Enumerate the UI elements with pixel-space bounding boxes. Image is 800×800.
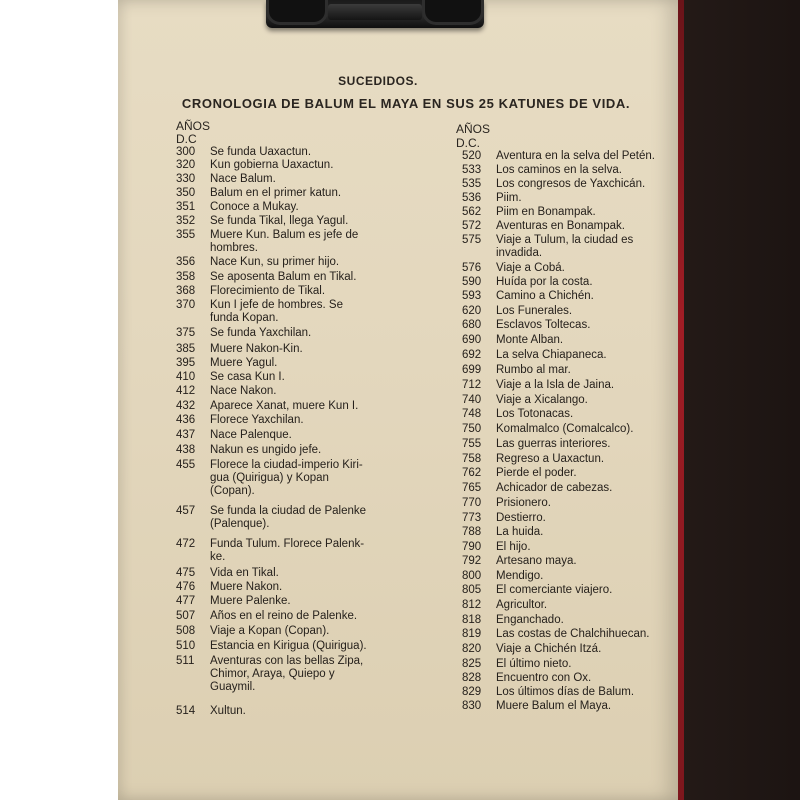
year-value: 805 xyxy=(462,584,482,596)
year-value: 356 xyxy=(176,256,196,268)
chronology-row xyxy=(462,305,572,318)
year-value: 819 xyxy=(462,628,482,640)
chronology-row xyxy=(176,385,276,398)
event-text: Monte Alban. xyxy=(496,334,564,346)
year-value: 455 xyxy=(176,459,196,471)
year-value: 355 xyxy=(176,229,196,241)
event-text: Enganchado. xyxy=(496,614,564,626)
chronology-row xyxy=(462,700,611,713)
event-text: La selva Chiapaneca. xyxy=(496,349,607,361)
event-text: Aventuras en Bonampak. xyxy=(496,220,625,232)
chronology-row xyxy=(462,570,543,583)
year-value: 508 xyxy=(176,625,196,637)
year-value: 620 xyxy=(462,305,482,317)
chronology-row xyxy=(462,379,614,392)
event-text: Florecimiento de Tikal. xyxy=(210,285,326,297)
chronology-row xyxy=(176,343,303,356)
chronology-row xyxy=(462,614,564,627)
event-text: Komalmalco (Comalcalco). xyxy=(496,423,634,435)
event-text: Se funda Tikal, llega Yagul. xyxy=(210,215,349,227)
event-text: Se funda la ciudad de Palenke (Palenque). xyxy=(210,505,367,530)
event-text: Muere Kun. Balum es jefe de hombres. xyxy=(210,229,359,254)
year-value: 330 xyxy=(176,173,196,185)
event-text: Viaje a Cobá. xyxy=(496,262,565,274)
event-text: El hijo. xyxy=(496,541,531,553)
year-value: 370 xyxy=(176,299,196,311)
event-text: Las guerras interiores. xyxy=(496,438,611,450)
year-value: 765 xyxy=(462,482,482,494)
event-text: Conoce a Mukay. xyxy=(210,201,299,213)
chronology-row xyxy=(462,164,622,177)
event-text: Los Funerales. xyxy=(496,305,573,317)
event-text: Aventuras con las bellas Zipa, Chimor, Araya, Quiepo y Guaymil. xyxy=(210,655,364,693)
clip-bar xyxy=(328,4,422,20)
event-text: Muere Nakon-Kin. xyxy=(210,343,303,355)
chronology-row xyxy=(462,150,655,163)
chronology-row xyxy=(176,146,311,159)
event-text: Viaje a Kopan (Copan). xyxy=(210,625,330,637)
chronology-row xyxy=(462,349,607,362)
year-value: 511 xyxy=(176,655,195,667)
background-left xyxy=(0,0,118,800)
event-text: Muere Balum el Maya. xyxy=(496,700,612,712)
year-value: 350 xyxy=(176,187,196,199)
event-text: Huída por la costa. xyxy=(496,276,593,288)
year-value: 412 xyxy=(176,385,196,397)
event-text: Esclavos Toltecas. xyxy=(496,319,591,331)
chronology-row xyxy=(462,672,591,685)
event-text: Los congresos de Yaxchicán. xyxy=(496,178,646,190)
chronology-row xyxy=(176,567,279,580)
event-text: Muere Nakon. xyxy=(210,581,283,593)
year-value: 762 xyxy=(462,467,482,479)
event-text: Se funda Yaxchilan. xyxy=(210,327,312,339)
chronology-row xyxy=(176,271,356,284)
event-text: Prisionero. xyxy=(496,497,551,509)
event-text: Viaje a Xicalango. xyxy=(496,394,588,406)
chronology-row xyxy=(176,201,299,214)
chronology-row xyxy=(176,505,366,531)
chronology-row xyxy=(462,555,577,568)
year-value: 750 xyxy=(462,423,482,435)
chronology-row xyxy=(462,526,543,539)
chronology-row xyxy=(176,327,311,340)
year-value: 395 xyxy=(176,357,196,369)
year-value: 740 xyxy=(462,394,482,406)
event-text: Se aposenta Balum en Tikal. xyxy=(210,271,357,283)
event-text: Los caminos en la selva. xyxy=(496,164,622,176)
year-value: 690 xyxy=(462,334,482,346)
year-value: 514 xyxy=(176,705,196,717)
event-text: Kun I jefe de hombres. Se funda Kopan. xyxy=(210,299,343,324)
event-text: Piim en Bonampak. xyxy=(496,206,596,218)
event-text: Balum en el primer katun. xyxy=(210,187,342,199)
year-value: 572 xyxy=(462,220,482,232)
year-value: 533 xyxy=(462,164,482,176)
year-value: 432 xyxy=(176,400,196,412)
chronology-row xyxy=(462,628,649,641)
chronology-row xyxy=(462,206,596,219)
year-value: 770 xyxy=(462,497,482,509)
chronology-row xyxy=(176,595,291,608)
right-header-dc: D.C. xyxy=(456,136,480,150)
year-value: 358 xyxy=(176,271,196,283)
chronology-row xyxy=(462,319,590,332)
chronology-row xyxy=(462,234,633,260)
year-value: 820 xyxy=(462,643,482,655)
year-value: 699 xyxy=(462,364,482,376)
chronology-row xyxy=(176,429,292,442)
event-text: Nakun es ungido jefe. xyxy=(210,444,322,456)
chronology-row xyxy=(176,625,329,638)
event-text: Nace Nakon. xyxy=(210,385,277,397)
page-subtitle: CRONOLOGIA DE BALUM EL MAYA EN SUS 25 KATUNES DE VIDA. xyxy=(181,96,631,111)
year-value: 773 xyxy=(462,512,482,524)
event-text: Viaje a la Isla de Jaina. xyxy=(496,379,615,391)
event-text: Años en el reino de Palenke. xyxy=(210,610,358,622)
year-value: 375 xyxy=(176,327,196,339)
event-text: Artesano maya. xyxy=(496,555,577,567)
event-text: La huida. xyxy=(496,526,544,538)
book-cover-edge xyxy=(664,0,800,800)
year-value: 351 xyxy=(176,201,196,213)
chronology-row xyxy=(462,658,571,671)
year-value: 536 xyxy=(462,192,482,204)
event-text: Florece Yaxchilan. xyxy=(210,414,304,426)
year-value: 758 xyxy=(462,453,482,465)
chronology-row xyxy=(462,512,546,525)
event-text: El último nieto. xyxy=(496,658,572,670)
event-text: Viaje a Tulum, la ciudad es invadida. xyxy=(496,234,634,259)
year-value: 476 xyxy=(176,581,196,593)
year-value: 320 xyxy=(176,159,196,171)
chronology-row xyxy=(176,400,358,413)
year-value: 300 xyxy=(176,146,196,158)
event-text: El comerciante viajero. xyxy=(496,584,613,596)
event-text: Nace Balum. xyxy=(210,173,276,185)
chronology-row xyxy=(176,414,304,427)
year-value: 829 xyxy=(462,686,482,698)
event-text: Kun gobierna Uaxactun. xyxy=(210,159,334,171)
chronology-row xyxy=(462,334,563,347)
clip-right-ring xyxy=(422,0,484,25)
year-value: 755 xyxy=(462,438,482,450)
event-text: Estancia en Kirigua (Quirigua). xyxy=(210,640,367,652)
event-text: Florece la ciudad-imperio Kiri- gua (Quirigua) y Kopan (Copan). xyxy=(210,459,363,497)
event-text: Mendigo. xyxy=(496,570,544,582)
event-text: Xultun. xyxy=(210,705,246,717)
chronology-row xyxy=(462,262,565,275)
chronology-row xyxy=(462,423,633,436)
year-value: 562 xyxy=(462,206,482,218)
year-value: 368 xyxy=(176,285,196,297)
year-value: 830 xyxy=(462,700,482,712)
year-value: 535 xyxy=(462,178,482,190)
chronology-row xyxy=(176,640,367,653)
event-text: Rumbo al mar. xyxy=(496,364,571,376)
event-text: Muere Yagul. xyxy=(210,357,278,369)
page-title: SUCEDIDOS. xyxy=(338,74,418,88)
chronology-row xyxy=(176,357,277,370)
chronology-row xyxy=(462,541,531,554)
year-value: 590 xyxy=(462,276,482,288)
event-text: Pierde el poder. xyxy=(496,467,577,479)
year-value: 385 xyxy=(176,343,196,355)
chronology-row xyxy=(176,581,282,594)
chronology-row xyxy=(176,256,339,269)
year-value: 520 xyxy=(462,150,482,162)
chronology-row xyxy=(176,705,246,718)
chronology-row xyxy=(462,290,594,303)
chronology-row xyxy=(176,299,343,325)
chronology-row xyxy=(462,438,610,451)
event-text: Muere Palenke. xyxy=(210,595,291,607)
event-text: Viaje a Chichén Itzá. xyxy=(496,643,602,655)
event-text: Achicador de cabezas. xyxy=(496,482,613,494)
event-text: Piim. xyxy=(496,192,522,204)
event-text: Aventura en la selva del Petén. xyxy=(496,150,655,162)
event-text: Los Totonacas. xyxy=(496,408,574,420)
event-text: Camino a Chichén. xyxy=(496,290,594,302)
event-text: Se funda Uaxactun. xyxy=(210,146,312,158)
year-value: 812 xyxy=(462,599,482,611)
chronology-row xyxy=(462,453,604,466)
chronology-row xyxy=(462,220,625,233)
year-value: 472 xyxy=(176,538,196,550)
year-value: 575 xyxy=(462,234,482,246)
book-page xyxy=(118,0,678,800)
event-text: Agricultor. xyxy=(496,599,548,611)
event-text: Los últimos días de Balum. xyxy=(496,686,635,698)
chronology-row xyxy=(462,482,612,495)
right-header-anos: AÑOS xyxy=(456,122,491,136)
chronology-row xyxy=(462,408,573,421)
chronology-row xyxy=(176,371,285,384)
year-value: 790 xyxy=(462,541,482,553)
chronology-row xyxy=(176,187,341,200)
chronology-row xyxy=(176,229,358,255)
year-value: 825 xyxy=(462,658,482,670)
year-value: 437 xyxy=(176,429,196,441)
year-value: 410 xyxy=(176,371,196,383)
year-value: 593 xyxy=(462,290,482,302)
event-text: Nace Kun, su primer hijo. xyxy=(210,256,340,268)
year-value: 788 xyxy=(462,526,482,538)
year-value: 792 xyxy=(462,555,482,567)
year-value: 475 xyxy=(176,567,196,579)
year-value: 748 xyxy=(462,408,482,420)
event-text: Se casa Kun I. xyxy=(210,371,285,383)
year-value: 818 xyxy=(462,614,482,626)
chronology-row xyxy=(462,686,634,699)
chronology-row xyxy=(176,655,363,694)
year-value: 507 xyxy=(176,610,196,622)
left-header-anos: AÑOS xyxy=(176,119,211,133)
year-value: 438 xyxy=(176,444,196,456)
year-value: 800 xyxy=(462,570,482,582)
year-value: 457 xyxy=(176,505,196,517)
event-text: Regreso a Uaxactun. xyxy=(496,453,605,465)
chronology-row xyxy=(462,178,645,191)
year-value: 436 xyxy=(176,414,196,426)
chronology-row xyxy=(462,276,593,289)
year-value: 692 xyxy=(462,349,482,361)
chronology-row xyxy=(176,444,321,457)
chronology-row xyxy=(462,364,571,377)
event-text: Vida en Tikal. xyxy=(210,567,279,579)
chronology-row xyxy=(462,497,551,510)
chronology-row xyxy=(462,394,588,407)
clip-left-ring xyxy=(266,0,328,25)
chronology-row xyxy=(462,599,547,612)
year-value: 510 xyxy=(176,640,196,652)
event-text: Las costas de Chalchihuecan. xyxy=(496,628,650,640)
chronology-row xyxy=(462,467,577,480)
event-text: Nace Palenque. xyxy=(210,429,292,441)
chronology-row xyxy=(176,159,333,172)
year-value: 352 xyxy=(176,215,196,227)
chronology-row xyxy=(176,285,325,298)
binder-clip xyxy=(266,0,484,28)
chronology-row xyxy=(176,610,357,623)
year-value: 477 xyxy=(176,595,196,607)
chronology-row xyxy=(176,215,348,228)
chronology-row xyxy=(462,584,612,597)
year-value: 576 xyxy=(462,262,482,274)
event-text: Destierro. xyxy=(496,512,546,524)
year-value: 828 xyxy=(462,672,482,684)
chronology-row xyxy=(176,173,276,186)
year-value: 712 xyxy=(462,379,482,391)
chronology-row xyxy=(462,192,522,205)
year-value: 680 xyxy=(462,319,482,331)
event-text: Aparece Xanat, muere Kun I. xyxy=(210,400,359,412)
chronology-row xyxy=(462,643,601,656)
chronology-row xyxy=(176,459,363,498)
chronology-row xyxy=(176,538,364,564)
event-text: Encuentro con Ox. xyxy=(496,672,592,684)
left-header-dc: D.C xyxy=(176,132,197,146)
event-text: Funda Tulum. Florece Palenk- ke. xyxy=(210,538,365,563)
